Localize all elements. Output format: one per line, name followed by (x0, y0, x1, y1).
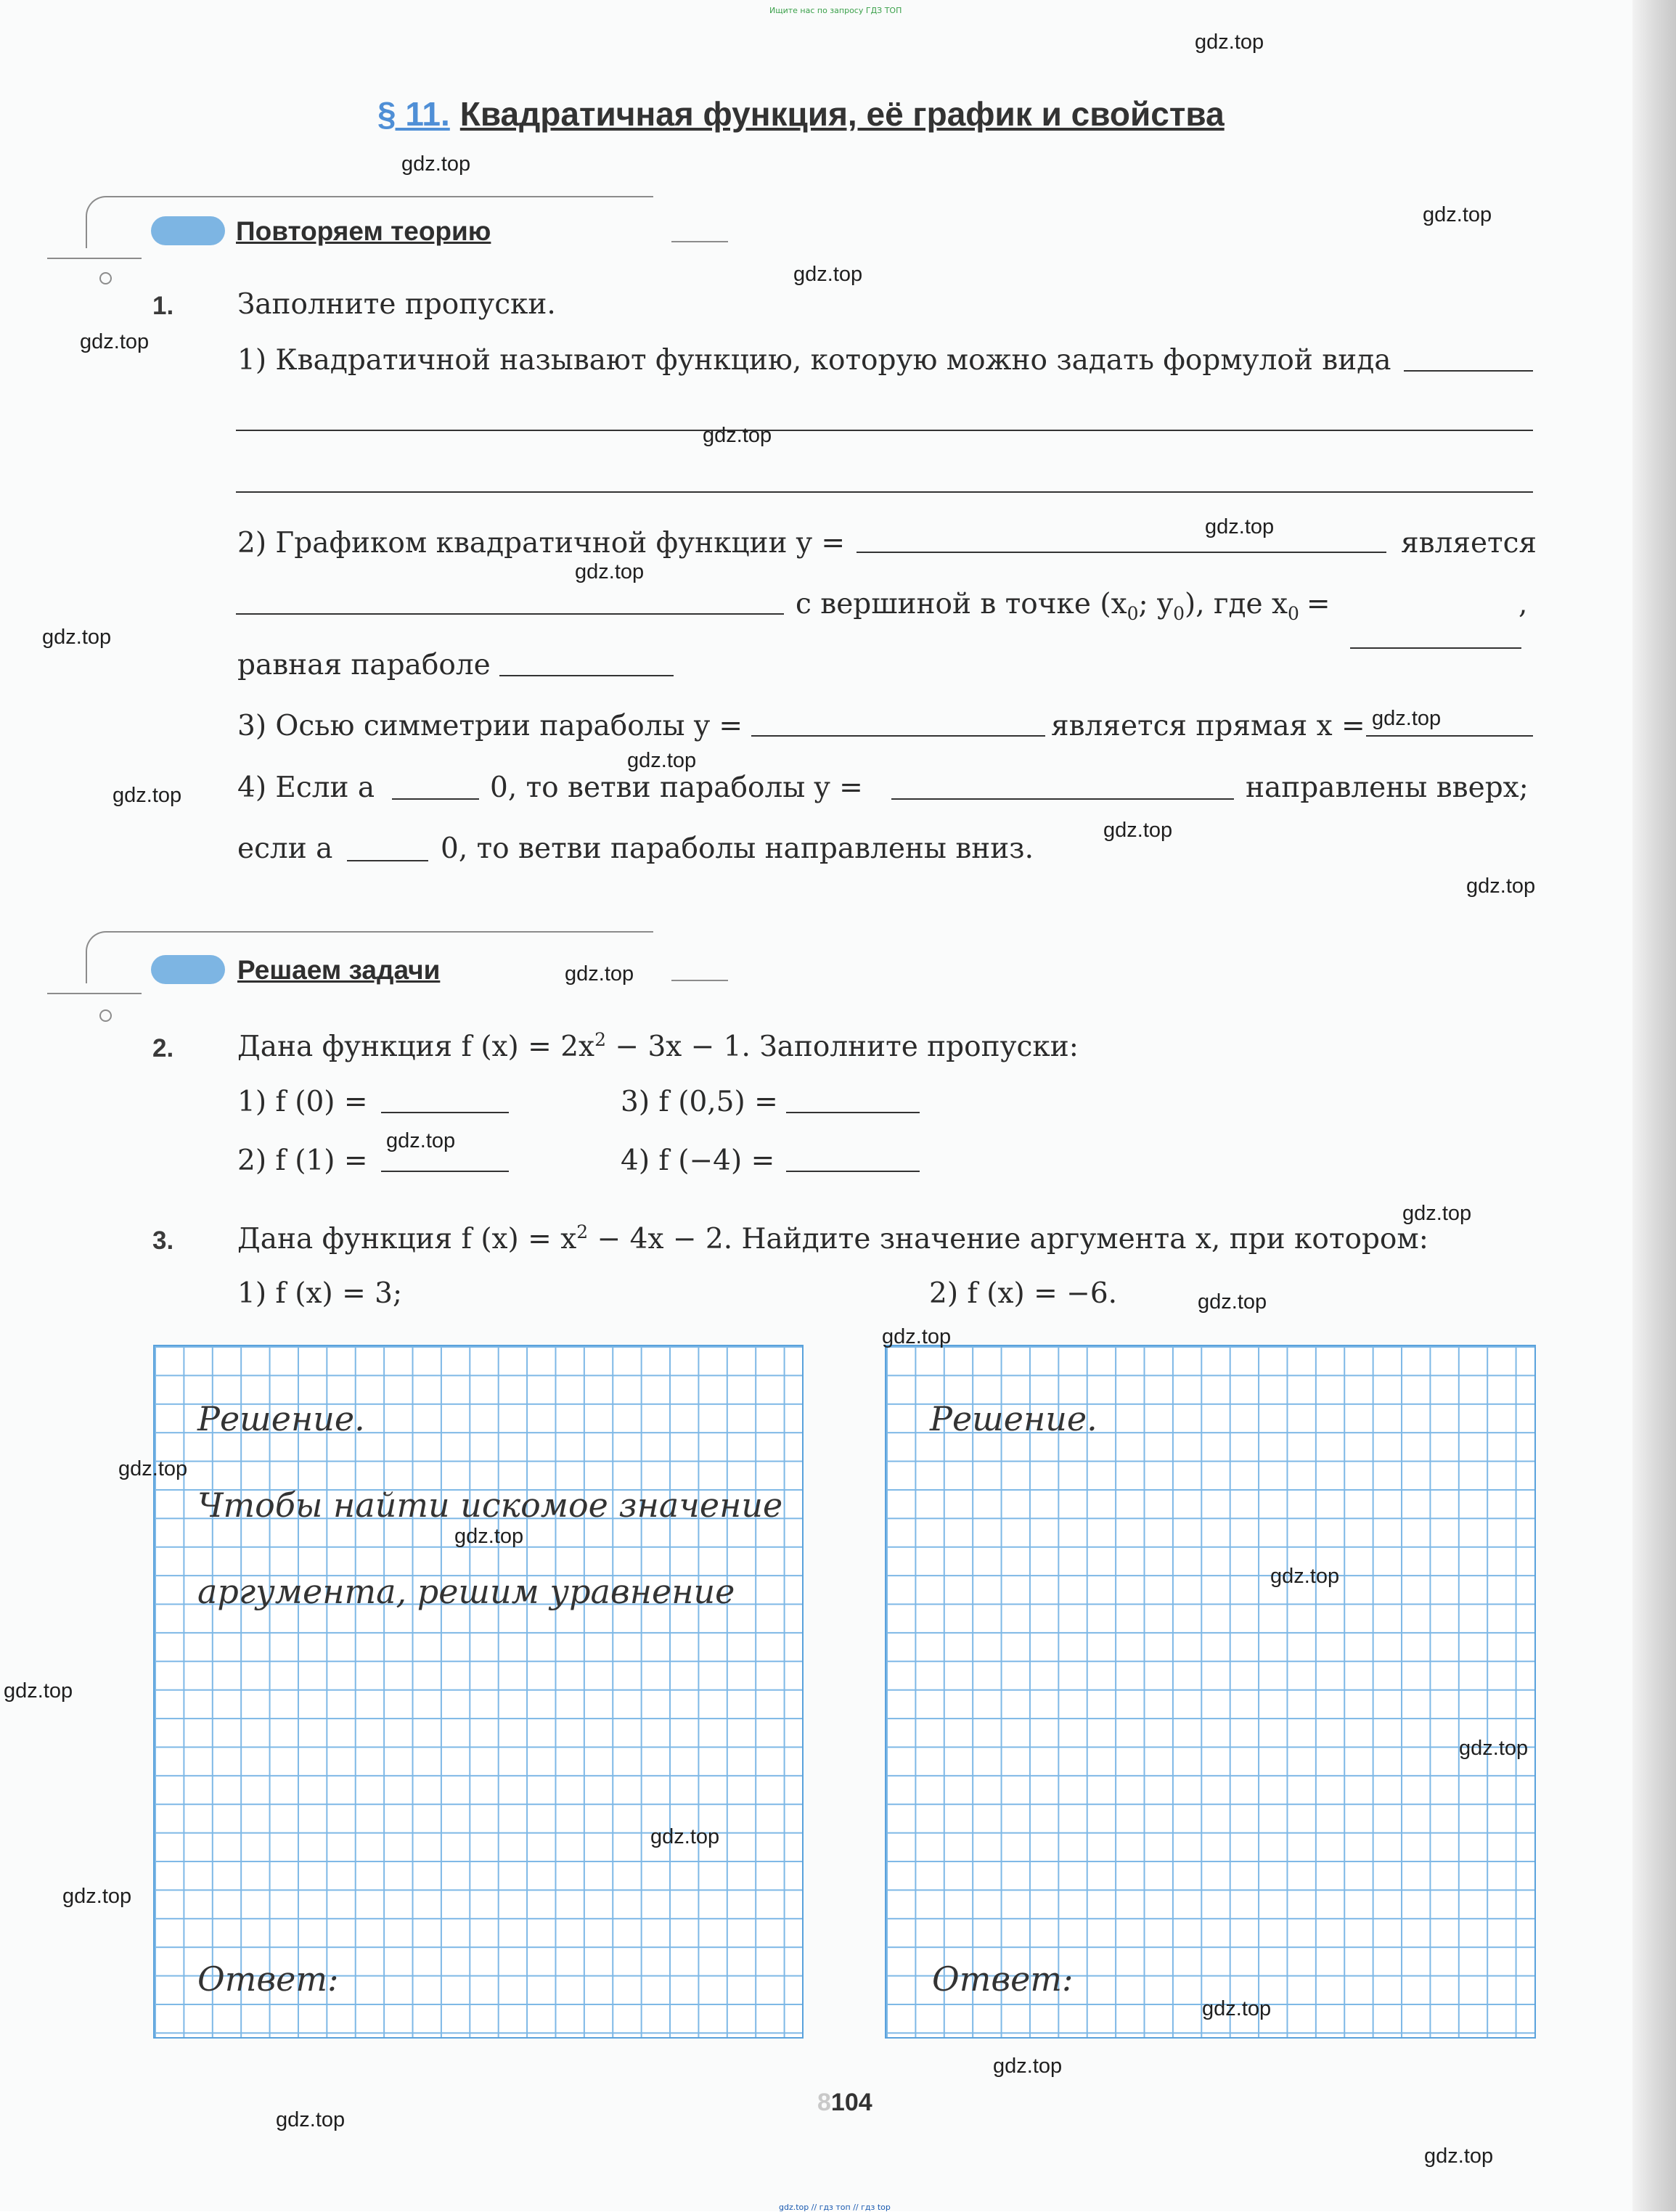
watermark: gdz.top (454, 1525, 524, 1548)
section-theory-underline (47, 258, 142, 259)
watermark: gdz.top (1270, 1565, 1340, 1588)
section-theory-heading: Повторяем теорию (236, 216, 491, 246)
watermark: gdz.top (1103, 819, 1173, 842)
watermark: gdz.top (1205, 515, 1275, 538)
task1-item2-sub-x0b: 0 (1287, 602, 1299, 624)
task3-part1: 1) f (x) = 3; (237, 1277, 403, 1310)
task1-item2-blank-parabola[interactable] (499, 675, 674, 676)
task1-item2-c-end: ), где x (1185, 588, 1288, 620)
solution-grid-right[interactable] (885, 1345, 1536, 2039)
task1-item3-b: является прямая x = (1051, 710, 1365, 742)
task1-number: 1. (152, 292, 174, 320)
task1-item4-a: 4) Если a (237, 771, 375, 804)
task2-number: 2. (152, 1034, 174, 1062)
watermark: gdz.top (118, 1457, 188, 1480)
section-theory-bullet (99, 272, 112, 284)
watermark: gdz.top (80, 330, 150, 353)
task1-item2-c (796, 588, 1330, 624)
top-hint: Ищите нас по запросу ГДЗ ТОП (769, 6, 902, 15)
task2-text (237, 1029, 1079, 1063)
section-tasks-tail (671, 980, 728, 981)
task1-item4-blank-sign2[interactable] (347, 860, 428, 861)
watermark: gdz.top (882, 1325, 952, 1348)
task2-p3: 3) f (0,5) = (621, 1086, 778, 1118)
task1-item2-c-eq: = (1306, 588, 1330, 620)
left-solution-line2: аргумента, решим уравнение (197, 1572, 735, 1611)
task2-p4: 4) f (−4) = (621, 1144, 775, 1177)
section-theory-tail (671, 241, 728, 242)
watermark: gdz.top (4, 1679, 73, 1703)
watermark: gdz.top (1198, 1290, 1267, 1314)
task1-item2-sub-x0: 0 (1127, 602, 1139, 624)
solution-grid-left[interactable] (153, 1345, 804, 2039)
left-solution-label: Решение. (197, 1399, 365, 1438)
task1-item4-blank-sign1[interactable] (392, 798, 479, 800)
paragraph-title-text: Квадратичная функция, её график и свойства (459, 95, 1225, 133)
watermark: gdz.top (650, 1825, 720, 1848)
watermark: gdz.top (1402, 1202, 1472, 1225)
page-number-value: 104 (830, 2089, 872, 2116)
task1-item4-e: 0, то ветви параболы направлены вниз. (441, 832, 1034, 865)
book-spine-shadow (1632, 0, 1676, 2211)
task1-intro: Заполните пропуски. (237, 288, 556, 321)
task1-item4-c: направлены вверх; (1246, 771, 1529, 804)
task1-item2-sub-y0: 0 (1173, 602, 1185, 624)
task2-text-b: − 3x − 1. Заполните пропуски: (605, 1031, 1079, 1063)
watermark: gdz.top (793, 263, 863, 286)
task2-text-sup: 2 (594, 1029, 606, 1050)
paragraph-number: § 11. (377, 95, 450, 133)
task1-item3-blank-x[interactable] (1366, 735, 1533, 737)
watermark: gdz.top (703, 424, 772, 447)
task1-item4-b: 0, то ветви параболы y = (490, 771, 863, 804)
task2-p1-blank[interactable] (381, 1112, 509, 1113)
footer-text: gdz.top // гдз топ // гдз top (779, 2203, 891, 2212)
watermark: gdz.top (113, 784, 182, 807)
task1-item2-blank-formula[interactable] (857, 552, 1386, 553)
task1-item2-d: равная параболе (237, 649, 491, 681)
section-tasks-underline (47, 993, 142, 994)
task3-text-a: Дана функция f (x) = x (237, 1223, 577, 1255)
watermark: gdz.top (401, 152, 471, 176)
watermark: gdz.top (1372, 707, 1442, 730)
task2-p1: 1) f (0) = (237, 1086, 368, 1118)
watermark: gdz.top (1195, 30, 1264, 54)
left-solution-line1: Чтобы найти искомое значение (197, 1486, 783, 1525)
task1-item1: 1) Квадратичной называют функцию, которую можно задать формулой вида (237, 344, 1391, 377)
watermark: gdz.top (42, 626, 112, 649)
watermark: gdz.top (1423, 203, 1492, 226)
page-number-shadow: 8 (817, 2089, 831, 2116)
right-solution-label: Решение. (930, 1399, 1097, 1438)
task2-p2-blank[interactable] (381, 1171, 509, 1172)
right-answer-label: Ответ: (932, 1959, 1074, 1999)
task1-item4-d: если a (237, 832, 333, 865)
task1-item2-c-mid: ; y (1138, 588, 1174, 620)
task1-item2-a: 2) Графиком квадратичной функции y = (237, 527, 846, 560)
task1-item3-blank-formula[interactable] (751, 735, 1045, 737)
page-number (817, 2089, 872, 2117)
task3-part2: 2) f (x) = −6. (929, 1277, 1118, 1310)
left-answer-label: Ответ: (197, 1959, 339, 1999)
task1-item2-comma: , (1518, 588, 1528, 620)
task3-number: 3. (152, 1226, 174, 1255)
watermark: gdz.top (1459, 1737, 1529, 1760)
task1-item2-blank-graph[interactable] (236, 613, 784, 615)
task1-item1-line2[interactable] (236, 430, 1533, 431)
section-tasks-heading: Решаем задачи (237, 955, 441, 985)
watermark: gdz.top (1466, 874, 1536, 898)
section-tasks-pill (151, 955, 225, 984)
section-theory-pill (151, 216, 225, 245)
task1-item2-blank-x0[interactable] (1350, 647, 1521, 649)
task1-item2-b: является (1401, 527, 1537, 560)
paragraph-title (377, 94, 1225, 134)
watermark: gdz.top (1202, 1997, 1272, 2020)
task2-text-a: Дана функция f (x) = 2x (237, 1031, 595, 1063)
watermark: gdz.top (386, 1129, 456, 1152)
watermark: gdz.top (993, 2055, 1063, 2078)
task2-p2: 2) f (1) = (237, 1144, 368, 1177)
task3-text-sup: 2 (576, 1221, 589, 1242)
task1-item1-line3[interactable] (236, 491, 1533, 493)
task3-text-b: − 4x − 2. Найдите значение аргумента x, при котором: (588, 1223, 1428, 1255)
task1-item2-c-text: с вершиной в точке (x (796, 588, 1127, 620)
watermark: gdz.top (575, 560, 645, 583)
task2-p4-blank[interactable] (786, 1171, 920, 1172)
watermark: gdz.top (627, 749, 697, 772)
watermark: gdz.top (565, 962, 634, 986)
task1-item1-blank[interactable] (1404, 370, 1533, 372)
watermark: gdz.top (276, 2108, 346, 2131)
watermark: gdz.top (1424, 2145, 1494, 2168)
section-tasks-bullet (99, 1009, 112, 1022)
task2-p3-blank[interactable] (786, 1112, 920, 1113)
task1-item3-a: 3) Осью симметрии параболы y = (237, 710, 743, 742)
watermark: gdz.top (62, 1885, 132, 1908)
task1-item4-blank-formula[interactable] (891, 798, 1234, 800)
task3-text (237, 1221, 1428, 1255)
